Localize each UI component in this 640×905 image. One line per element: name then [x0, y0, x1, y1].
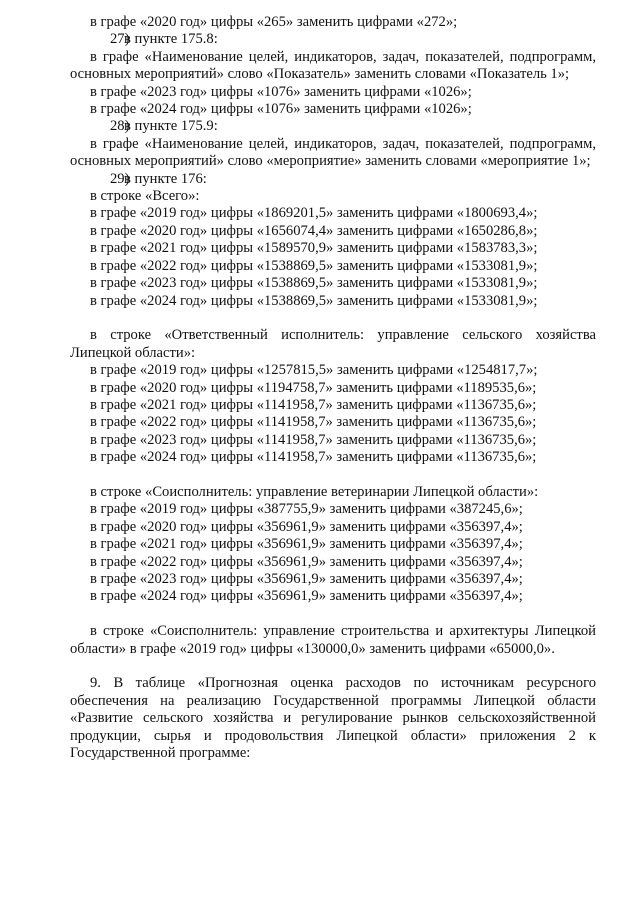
paragraph: в строке «Соисполнитель: управление строительства и архитектуры Липецкой области» в графе «2019 год» цифры «130000,0» заменить цифрами «65000,0». [70, 623, 596, 657]
text-line: в графе «2024 год» цифры «1076» заменить цифрами «1026»; [90, 101, 472, 118]
text-line: в графе «2020 год» цифры «1656074,4» заменить цифрами «1650286,8»; [90, 222, 538, 239]
text-line: в графе «2020 год» цифры «265» заменить цифрами «272»; [90, 14, 458, 30]
text-line: в графе «2021 год» цифры «356961,9» заменить цифрами «356397,4»; [90, 536, 523, 553]
text-line: в графе «2020 год» цифры «356961,9» заменить цифрами «356397,4»; [90, 518, 523, 535]
text-line: в графе «2023 год» цифры «356961,9» заменить цифрами «356397,4»; [90, 570, 523, 587]
text-line: в графе «2023 год» цифры «1141958,7» заменить цифрами «1136735,6»; [90, 431, 537, 448]
text-line: в строке «Всего»: [90, 188, 200, 205]
text-line: в графе «2020 год» цифры «1194758,7» заменить цифрами «1189535,6»; [90, 379, 537, 396]
text-line: в графе «2019 год» цифры «387755,9» заменить цифрами «387245,6»; [90, 501, 523, 518]
paragraph: в графе «Наименование целей, индикаторов, задач, показателей, подпрограмм, основных мероприятий» слово «мероприятие» заменить словами «мероприятие 1»; [70, 135, 596, 170]
text-line: в графе «2021 год» цифры «1141958,7» заменить цифрами «1136735,6»; [90, 396, 537, 413]
item-text: в пункте 176: [124, 170, 207, 187]
numbered-item [70, 171, 596, 188]
item-number: 29) [110, 170, 130, 187]
numbered-item [70, 31, 596, 48]
text-line: в графе «2023 год» цифры «1538869,5» заменить цифрами «1533081,9»; [90, 275, 538, 292]
text-line: в графе «2023 год» цифры «1076» заменить цифрами «1026»; [90, 83, 472, 100]
paragraph-spacer [70, 658, 596, 675]
item-number: 27) [110, 31, 130, 48]
text-line: в графе «2019 год» цифры «1257815,5» заменить цифрами «1254817,7»; [90, 362, 538, 379]
paragraph: в графе «Наименование целей, индикаторов, задач, показателей, подпрограмм, основных мероприятий» слово «Показатель» заменить словами «Показатель 1»; [70, 48, 596, 83]
text-line: в графе «2022 год» цифры «1538869,5» заменить цифрами «1533081,9»; [90, 257, 538, 274]
numbered-item [70, 118, 596, 135]
paragraph-spacer [70, 606, 596, 623]
text-line: в графе «2022 год» цифры «1141958,7» заменить цифрами «1136735,6»; [90, 414, 537, 431]
text-line: в графе «2024 год» цифры «1141958,7» заменить цифрами «1136735,6»; [90, 449, 537, 466]
text-line: в графе «2024 год» цифры «1538869,5» заменить цифрами «1533081,9»; [90, 292, 538, 309]
text-line: в графе «2021 год» цифры «1589570,9» заменить цифрами «1583783,3»; [90, 240, 538, 257]
paragraph-spacer [70, 310, 596, 327]
paragraph: 9. В таблице «Прогнозная оценка расходов по источникам ресурсного обеспечения на реализацию Государственной программы Липецкой области «Развитие сельского хозяйства и регулирование рынков сельскохозяйственной продукции, сырья и продовольствия Липецкой области» приложения 2 к Государственной программе: [70, 675, 596, 761]
paragraph: в строке «Ответственный исполнитель: управление сельского хозяйства Липецкой области»: [70, 327, 596, 361]
paragraph-spacer [70, 467, 596, 484]
item-text: в пункте 175.9: [124, 118, 218, 135]
text-line: в графе «2022 год» цифры «356961,9» заменить цифрами «356397,4»; [90, 553, 523, 570]
text-line: в графе «2024 год» цифры «356961,9» заменить цифрами «356397,4»; [90, 588, 523, 605]
text-line: в строке «Соисполнитель: управление ветеринарии Липецкой области»: [90, 483, 539, 500]
item-number: 28) [110, 118, 130, 135]
item-text: в пункте 175.8: [124, 31, 218, 48]
document-body [70, 14, 596, 762]
text-line: в графе «2019 год» цифры «1869201,5» заменить цифрами «1800693,4»; [90, 205, 538, 222]
